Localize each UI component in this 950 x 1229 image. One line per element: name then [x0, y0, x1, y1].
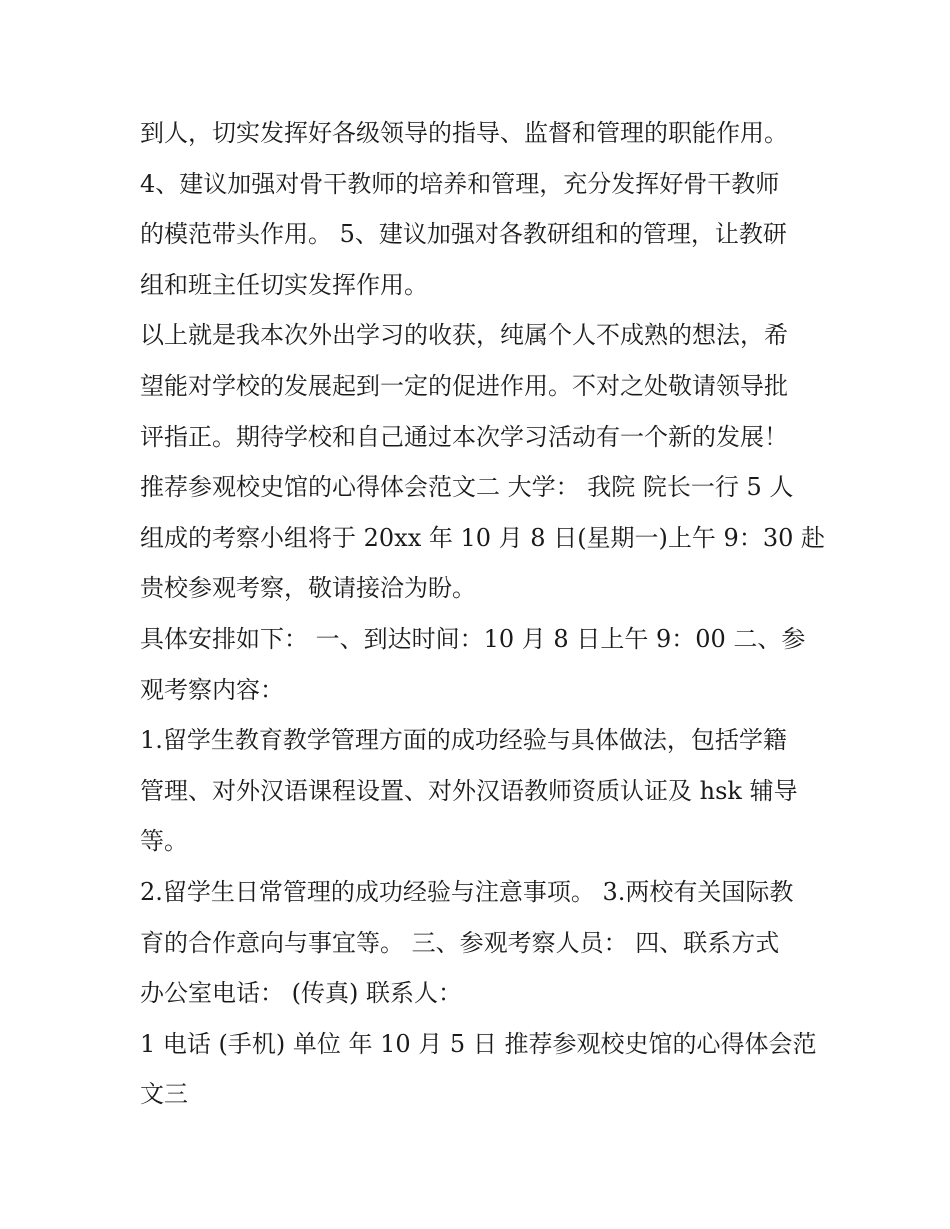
text-line: 组和班主任切实发挥作用。: [140, 270, 428, 299]
text-line: 到人，切实发挥好各级领导的指导、监督和管理的职能作用。: [140, 119, 788, 147]
text-line: 的模范带头作用。 5、建议加强对各教研组和的管理，让教研: [140, 220, 787, 249]
text-line: 评指正。期待学校和自己通过本次学习活动有一个新的发展！: [140, 422, 788, 451]
text-line: 2.留学生日常管理的成功经验与注意事项。 3.两校有关国际教: [140, 877, 794, 906]
text-line: 组成的考察小组将于 20xx 年 10 月 8 日(星期一)上午 9：30 赴: [140, 523, 825, 552]
text-line: 观考察内容：: [140, 675, 284, 704]
text-line: 管理、对外汉语课程设置、对外汉语教师资质认证及 hsk 辅导: [140, 776, 798, 805]
text-line: 1.留学生教育教学管理方面的成功经验与具体做法，包括学籍: [140, 726, 787, 755]
text-line: 育的合作意向与事宜等。 三、参观考察人员： 四、联系方式: [140, 928, 780, 957]
document-body: [140, 108, 825, 1120]
text-line: 以上就是我本次外出学习的收获，纯属个人不成熟的想法，希: [140, 321, 788, 350]
text-line: 文三: [140, 1080, 188, 1109]
text-line: 1 电话 (手机) 单位 年 10 月 5 日 推荐参观校史馆的心得体会范: [140, 1029, 817, 1058]
text-line: 推荐参观校史馆的心得体会范文二 大学： 我院 院长一行 5 人: [140, 473, 794, 502]
text-line: 望能对学校的发展起到一定的促进作用。不对之处敬请领导批: [140, 371, 788, 400]
text-line: 贵校参观考察，敬请接洽为盼。: [140, 574, 476, 603]
text-line: 4、建议加强对骨干教师的培养和管理，充分发挥好骨干教师: [140, 169, 780, 198]
text-line: 具体安排如下： 一、到达时间：10 月 8 日上午 9：00 二、参: [140, 624, 806, 653]
text-line: 等。: [140, 827, 188, 856]
text-line: 办公室电话： (传真) 联系人：: [140, 979, 462, 1008]
